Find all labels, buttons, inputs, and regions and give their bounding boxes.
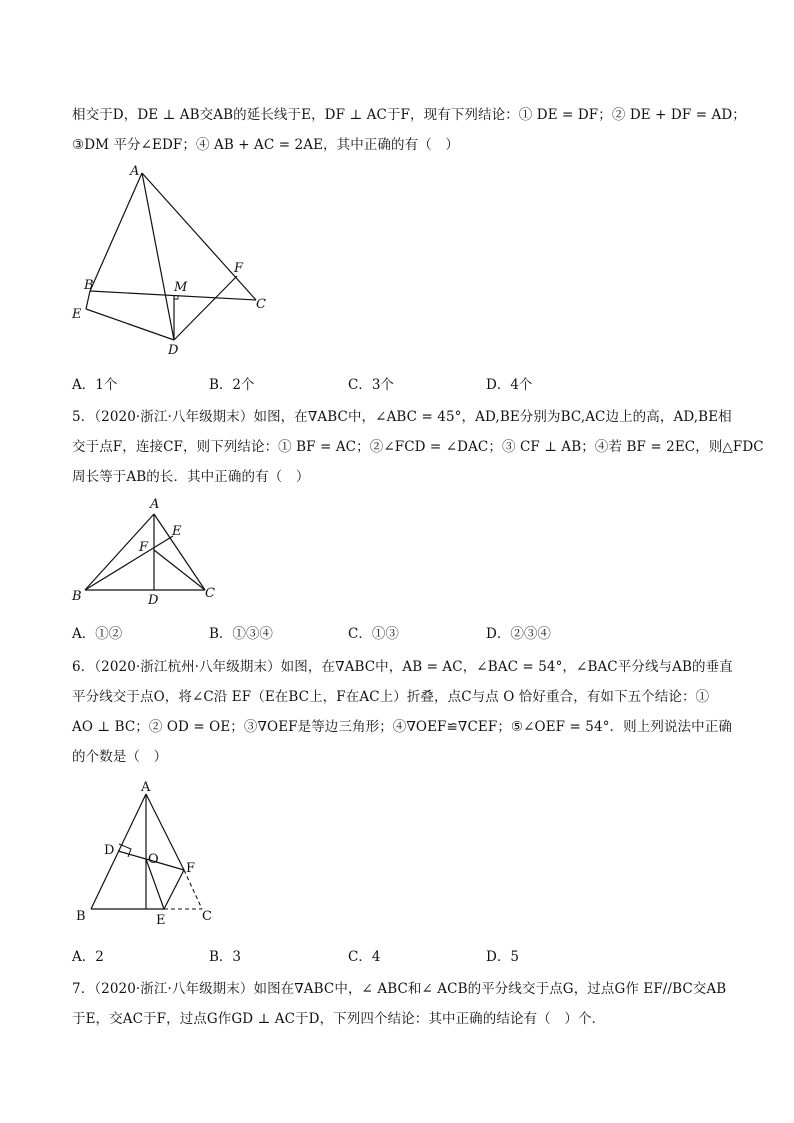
q4-option-d[interactable]: D．4个 (486, 377, 533, 393)
q5-label-B: B (72, 589, 82, 604)
q6-label-F: F (186, 861, 196, 876)
q5-option-b[interactable]: B．①③④ (209, 626, 273, 642)
q5-text-line-2: 交于点F，连接CF，则下列结论：① BF = AC；②∠FCD = ∠DAC；③ CF ⊥ AB；④若 BF = 2EC，则△FDC (72, 439, 764, 455)
q5-label-E: E (172, 524, 182, 539)
q4-label-E: E (72, 307, 82, 322)
q4-text-line-2: ③DM 平分∠EDF；④ AB + AC = 2AE，其中正确的有（ ） (72, 137, 460, 153)
q6-label-C: C (202, 909, 212, 924)
q7-text-line-2: 于E，交AC于F，过点G作GD ⊥ AC于D，下列四个结论：其中正确的结论有（ ）个． (72, 1011, 606, 1027)
q5-option-d[interactable]: D．②③④ (486, 626, 551, 642)
q4-label-B: B (84, 278, 94, 293)
q5-label-C: C (205, 586, 215, 601)
q4-label-M: M (174, 280, 188, 295)
q4-text-line-1: 相交于D，DE ⊥ AB交AB的延长线于E，DF ⊥ AC于F，现有下列结论：① DE = DF；② DE + DF = AD； (72, 107, 746, 123)
q4-segment-DE (86, 309, 174, 340)
q5-label-D: D (148, 593, 159, 608)
q6-option-c[interactable]: C．4 (348, 949, 381, 965)
q4-options (72, 373, 672, 391)
q4-segment-AC (142, 173, 256, 300)
q5-option-c[interactable]: C．①③ (348, 626, 399, 642)
q4-option-a[interactable]: A．1个 (72, 377, 118, 393)
q6-text-line-3: AO ⊥ BC；② OD = OE；③∇OEF是等边三角形；④∇OEF≌∇CEF；⑤∠OEF = 54°．则上列说法中正确 (72, 719, 732, 735)
q6-segment-EF (164, 870, 184, 909)
q5-label-A: A (150, 497, 160, 512)
q6-label-A: A (141, 780, 151, 795)
q6-label-B: B (76, 909, 86, 924)
q6-label-E: E (156, 913, 166, 928)
q6-text-line-4: 的个数是（ ） (72, 749, 168, 765)
q4-segment-BE (86, 291, 90, 309)
q4-label-D: D (168, 343, 179, 358)
q6-label-O: O (148, 852, 159, 867)
q5-label-F: F (139, 540, 149, 555)
q6-label-D: D (104, 843, 115, 858)
q4-segment-BC (90, 291, 256, 300)
q5-segment-CF (154, 550, 205, 590)
q6-figure (60, 772, 240, 932)
q4-option-b[interactable]: B．2个 (209, 377, 255, 393)
q4-segment-AB (90, 173, 142, 291)
q6-option-a[interactable]: A．2 (72, 949, 104, 965)
q5-option-a[interactable]: A．①② (72, 626, 123, 642)
q6-option-d[interactable]: D．5 (486, 949, 519, 965)
q4-label-F: F (234, 261, 244, 276)
q5-options (72, 622, 672, 640)
q4-segment-AD (142, 173, 174, 340)
q4-label-C: C (256, 297, 266, 312)
q5-text-line-1: 5．（2020·浙江·八年级期末）如图，在∇ABC中，∠ABC = 45°，AD,BE分别为BC,AC边上的高，AD,BE相 (72, 409, 732, 425)
q4-label-A: A (130, 164, 140, 179)
q6-text-line-2: 平分线交于点O，将∠C沿 EF（E在BC上，F在AC上）折叠，点C与点 O 恰好重合，有如下五个结论：① (72, 689, 710, 705)
q5-figure (60, 492, 240, 612)
q7-text-line-1: 7．（2020·浙江·八年级期末）如图在∇ABC中，∠ ABC和∠ ACB的平分线交于点G，过点G作 EF//BC交AB (72, 981, 727, 997)
q4-option-c[interactable]: C．3个 (348, 377, 394, 393)
q5-segment-BE (85, 536, 173, 590)
q5-text-line-3: 周长等于AB的长．其中正确的有（ ） (72, 469, 310, 485)
q6-option-b[interactable]: B．3 (209, 949, 242, 965)
q6-segment-DO (118, 851, 146, 859)
q4-figure (60, 158, 290, 363)
q6-text-line-1: 6．（2020·浙江杭州·八年级期末）如图，在∇ABC中，AB = AC，∠BAC = 54°，∠BAC平分线与AB的垂直 (72, 659, 733, 675)
q6-options (72, 945, 672, 963)
